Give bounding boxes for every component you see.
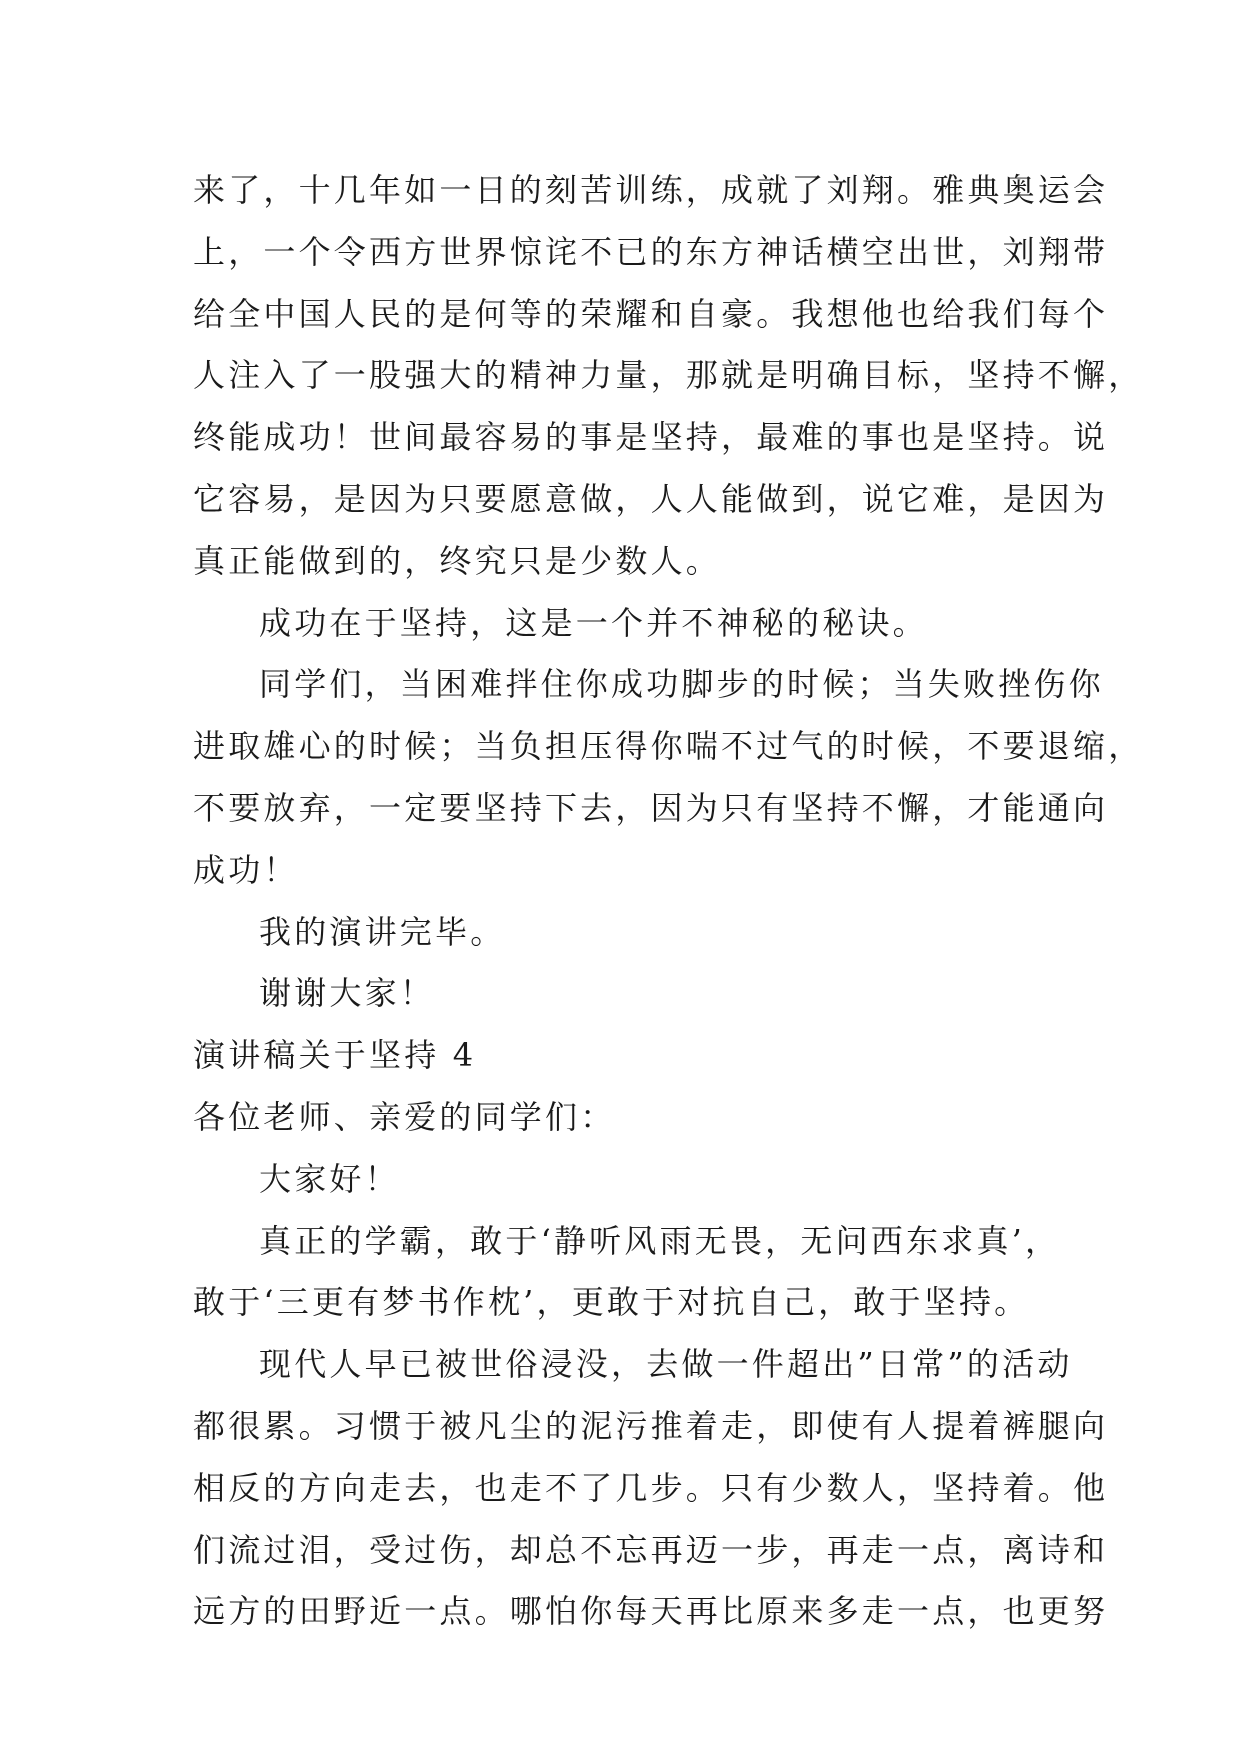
text-line: 来了，十几年如一日的刻苦训练，成就了刘翔。雅典奥运会	[193, 171, 1109, 209]
text-line: 成功在于坚持，这是一个并不神秘的秘诀。	[259, 603, 928, 642]
text-line: 上，一个令西方世界惊诧不已的东方神话横空出世，刘翔带	[193, 232, 1109, 271]
text-line: 相反的方向走去，也走不了几步。只有少数人，坚持着。他	[193, 1468, 1109, 1507]
text-line: 人注入了一股强大的精神力量，那就是明确目标，坚持不懈，	[193, 356, 1144, 395]
text-line: 真正能做到的，终究只是少数人。	[193, 541, 722, 580]
text-line: 真正的学霸，敢于‘静听风雨无畏，无问西东求真’，	[259, 1221, 1061, 1260]
text-line: 各位老师、亲爱的同学们：	[193, 1097, 616, 1136]
text-line: 远方的田野近一点。哪怕你每天再比原来多走一点，也更努	[193, 1592, 1109, 1631]
text-line: 演讲稿关于坚持 4	[193, 1036, 477, 1075]
text-line: 现代人早已被世俗浸没，去做一件超出”日常”的活动	[259, 1345, 1073, 1384]
text-line: 它容易，是因为只要愿意做，人人能做到，说它难，是因为	[193, 479, 1109, 518]
document-body	[193, 160, 1144, 1643]
text-line: 敢于‘三更有梦书作枕’，更敢于对抗自己，敢于坚持。	[193, 1283, 1030, 1322]
text-line: 大家好！	[259, 1159, 400, 1198]
text-line: 不要放弃，一定要坚持下去，因为只有坚持不懈，才能通向	[193, 788, 1109, 827]
text-line: 终能成功！世间最容易的事是坚持，最难的事也是坚持。说	[193, 418, 1109, 457]
text-line: 同学们，当困难拌住你成功脚步的时候；当失败挫伤你	[259, 665, 1104, 704]
text-line: 成功！	[193, 850, 299, 889]
text-line: 给全中国人民的是何等的荣耀和自豪。我想他也给我们每个	[193, 294, 1109, 333]
text-line: 谢谢大家！	[259, 974, 436, 1013]
text-line: 进取雄心的时候；当负担压得你喘不过气的时候，不要退缩，	[193, 727, 1144, 766]
text-line: 我的演讲完毕。	[259, 912, 506, 951]
text-line: 都很累。习惯于被凡尘的泥污推着走，即使有人提着裤腿向	[193, 1406, 1109, 1445]
text-line: 们流过泪，受过伤，却总不忘再迈一步，再走一点，离诗和	[193, 1530, 1109, 1569]
